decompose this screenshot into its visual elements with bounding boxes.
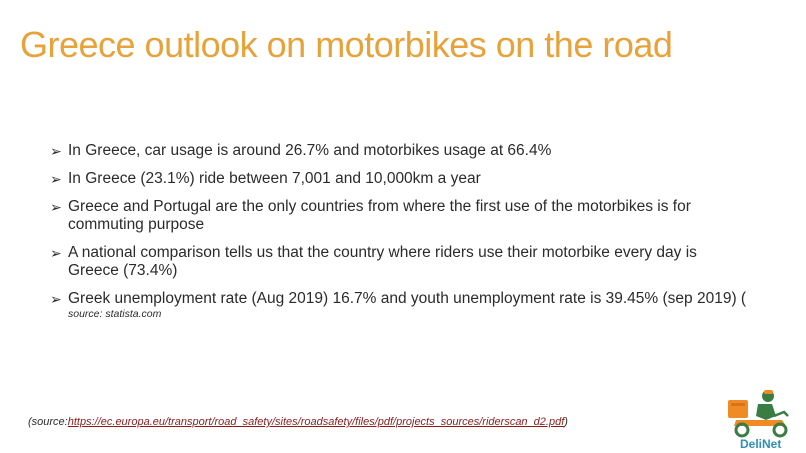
footer-source-prefix: (source: [28,416,68,428]
delivery-rider-icon [728,390,788,436]
bullet-list [50,142,750,331]
bullet-text: In Greece, car usage is around 26.7% and motorbikes usage at 66.4% [68,142,552,159]
arrow-bullet-icon: ➢ [50,245,62,261]
bullet-item [50,142,750,160]
bullet-item [50,244,750,280]
bullet-text: In Greece (23.1%) ride between 7,001 and 10,000km a year [68,170,481,187]
arrow-bullet-icon: ➢ [50,171,62,187]
footer-source-link[interactable]: https://ec.europa.eu/transport/road_safety/sites/roadsafety/files/pdf/projects_sources/riderscan_d2.pdf [67,416,565,428]
bullet-item [50,198,750,234]
arrow-bullet-icon: ➢ [50,199,62,215]
footer-source [28,416,568,428]
footer-source-suffix: ) [564,416,568,428]
page-title: Greece outlook on motorbikes on the road [20,24,673,65]
arrow-bullet-icon: ➢ [50,291,62,307]
bullet-source-note: source: statista.com [68,308,162,320]
bullet-text: Greek unemployment rate (Aug 2019) 16.7% and youth unemployment rate is 39.45% (sep 2019) ( [68,290,747,307]
bullet-text: Greece and Portugal are the only countries from where the first use of the motorbikes is for commuting purpose [68,198,691,233]
bullet-item [50,290,750,321]
delinet-logo-text: DeliNet [740,437,782,451]
bullet-item [50,170,750,188]
arrow-bullet-icon: ➢ [50,143,62,159]
bullet-text: A national comparison tells us that the country where riders use their motorbike every day is Greece (73.4%) [68,244,697,279]
